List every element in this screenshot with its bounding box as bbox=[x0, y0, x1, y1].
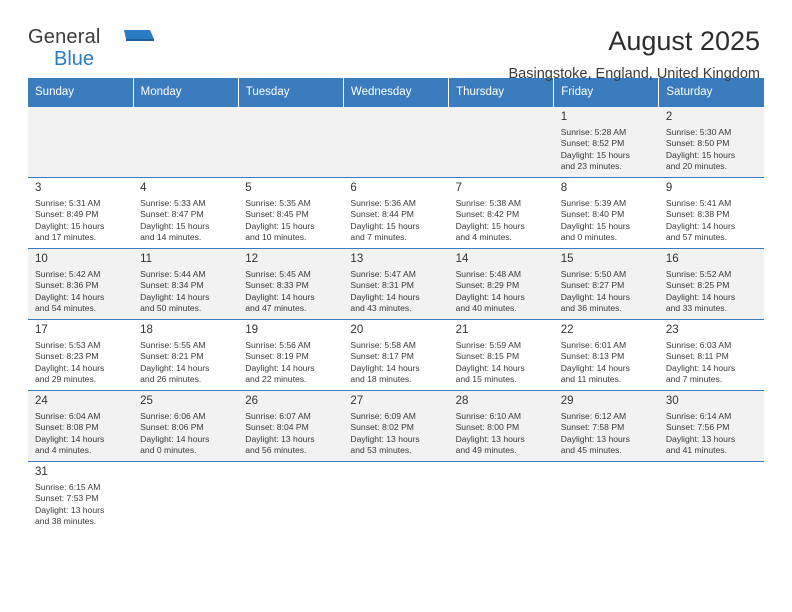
day-info-line: Sunrise: 5:41 AM bbox=[665, 198, 732, 208]
day-number: 14 bbox=[455, 253, 469, 265]
day-sun-info bbox=[561, 127, 653, 173]
calendar-day-cell[interactable] bbox=[554, 391, 659, 462]
calendar-day-cell[interactable] bbox=[659, 391, 764, 462]
day-sun-info bbox=[140, 269, 232, 315]
day-info-line: Sunset: 8:04 PM bbox=[245, 422, 309, 433]
calendar-day-cell[interactable] bbox=[343, 249, 448, 320]
day-number: 6 bbox=[350, 182, 357, 194]
calendar-week-row bbox=[28, 107, 764, 178]
day-info-line: Sunrise: 6:03 AM bbox=[665, 340, 732, 350]
day-cell-content bbox=[449, 249, 554, 319]
day-cell-content bbox=[133, 249, 238, 319]
day-info-line: Sunset: 7:58 PM bbox=[560, 422, 625, 433]
day-info-line: Sunset: 8:23 PM bbox=[35, 351, 99, 362]
day-info-line: Daylight: 15 hours bbox=[245, 220, 315, 231]
day-cell-content bbox=[28, 320, 133, 390]
calendar-day-cell[interactable] bbox=[343, 320, 448, 391]
day-number: 15 bbox=[560, 253, 574, 265]
day-info-line: Sunset: 8:40 PM bbox=[560, 209, 625, 220]
day-cell-content bbox=[238, 320, 343, 390]
day-info-line: and 53 minutes. bbox=[350, 445, 412, 456]
day-sun-info bbox=[561, 269, 653, 315]
day-info-line: Sunrise: 5:28 AM bbox=[560, 127, 627, 137]
day-number: 11 bbox=[140, 253, 153, 265]
calendar-day-cell[interactable] bbox=[133, 391, 238, 462]
day-info-line: Sunrise: 5:39 AM bbox=[560, 198, 627, 208]
calendar-day-cell[interactable] bbox=[238, 178, 343, 249]
day-info-line: and 54 minutes. bbox=[35, 303, 97, 314]
day-info-line: Sunrise: 5:59 AM bbox=[455, 340, 522, 350]
day-number: 9 bbox=[665, 182, 673, 194]
calendar-week-row bbox=[28, 320, 764, 391]
day-info-line: Daylight: 13 hours bbox=[35, 504, 105, 515]
day-info-line: Sunset: 8:45 PM bbox=[245, 209, 309, 220]
day-number: 1 bbox=[560, 111, 568, 123]
calendar-day-cell[interactable] bbox=[449, 178, 554, 249]
day-info-line: Daylight: 14 hours bbox=[35, 433, 105, 444]
day-info-line: Sunrise: 5:44 AM bbox=[140, 269, 206, 279]
day-sun-info bbox=[666, 198, 758, 244]
day-number: 10 bbox=[35, 253, 48, 265]
day-cell-content bbox=[343, 249, 448, 319]
day-info-line: Sunrise: 5:42 AM bbox=[35, 269, 101, 279]
calendar-week-row bbox=[28, 178, 764, 249]
calendar-day-cell[interactable] bbox=[28, 178, 133, 249]
day-info-line: Sunset: 7:56 PM bbox=[665, 422, 730, 433]
day-sun-info bbox=[245, 340, 337, 386]
calendar-day-cell[interactable] bbox=[659, 249, 764, 320]
day-cell-content bbox=[133, 462, 238, 532]
logo-text-general: General bbox=[28, 26, 101, 48]
day-cell-content bbox=[554, 178, 659, 248]
day-cell-content bbox=[449, 320, 554, 390]
day-number: 16 bbox=[665, 253, 679, 265]
day-info-line: and 23 minutes. bbox=[560, 161, 622, 172]
day-cell-content bbox=[449, 391, 554, 461]
day-number: 22 bbox=[560, 324, 574, 336]
day-info-line: Sunset: 8:21 PM bbox=[140, 351, 204, 362]
day-info-line: Daylight: 14 hours bbox=[665, 220, 736, 231]
day-info-line: and 15 minutes. bbox=[455, 374, 517, 385]
day-sun-info bbox=[666, 269, 758, 315]
day-info-line: Daylight: 14 hours bbox=[140, 433, 210, 444]
day-info-line: and 45 minutes. bbox=[560, 445, 622, 456]
day-cell-content bbox=[659, 391, 764, 461]
day-cell-content bbox=[449, 178, 554, 248]
calendar-empty-cell bbox=[133, 107, 238, 178]
day-info-line: Sunrise: 5:38 AM bbox=[455, 198, 522, 208]
day-info-line: Sunrise: 6:04 AM bbox=[35, 411, 101, 421]
calendar-empty-cell bbox=[554, 462, 659, 533]
weekday-header-saturday: Saturday bbox=[659, 78, 764, 107]
calendar-day-cell[interactable] bbox=[343, 178, 448, 249]
day-info-line: and 4 minutes. bbox=[35, 445, 92, 456]
day-info-line: Daylight: 15 hours bbox=[665, 149, 736, 160]
day-info-line: Daylight: 13 hours bbox=[455, 433, 525, 444]
day-info-line: and 36 minutes. bbox=[560, 303, 622, 314]
day-cell-content bbox=[449, 107, 554, 177]
day-info-line: Daylight: 14 hours bbox=[245, 291, 315, 302]
calendar-day-cell[interactable] bbox=[343, 391, 448, 462]
day-number: 12 bbox=[245, 253, 259, 265]
day-info-line: Sunset: 8:52 PM bbox=[560, 138, 625, 149]
day-info-line: Sunrise: 5:31 AM bbox=[35, 198, 101, 208]
day-info-line: Sunset: 8:33 PM bbox=[245, 280, 309, 291]
weekday-header-tuesday: Tuesday bbox=[238, 78, 343, 107]
day-info-line: Sunset: 8:25 PM bbox=[665, 280, 730, 291]
day-cell-content bbox=[343, 462, 448, 532]
calendar-day-cell[interactable] bbox=[554, 107, 659, 178]
day-cell-content bbox=[28, 178, 133, 248]
day-info-line: Sunrise: 5:53 AM bbox=[35, 340, 101, 350]
day-info-line: and 0 minutes. bbox=[560, 232, 618, 243]
day-info-line: Sunrise: 5:30 AM bbox=[665, 127, 732, 137]
page-subtitle: Basingstoke, England, United Kingdom bbox=[508, 66, 760, 82]
day-cell-content bbox=[343, 391, 448, 461]
day-cell-content bbox=[238, 462, 343, 532]
day-info-line: and 0 minutes. bbox=[140, 445, 197, 456]
day-number: 21 bbox=[455, 324, 469, 336]
day-info-line: Daylight: 13 hours bbox=[560, 433, 630, 444]
day-cell-content bbox=[343, 107, 448, 177]
calendar-body bbox=[28, 107, 764, 533]
day-sun-info bbox=[140, 411, 232, 457]
day-info-line: Sunrise: 5:48 AM bbox=[455, 269, 522, 279]
day-info-line: Daylight: 14 hours bbox=[350, 362, 420, 373]
day-number: 28 bbox=[455, 395, 469, 407]
day-number: 17 bbox=[35, 324, 48, 336]
calendar-day-cell[interactable] bbox=[28, 249, 133, 320]
day-info-line: Sunset: 8:19 PM bbox=[245, 351, 309, 362]
day-info-line: and 47 minutes. bbox=[245, 303, 307, 314]
day-info-line: Daylight: 15 hours bbox=[560, 149, 630, 160]
calendar-empty-cell bbox=[28, 107, 133, 178]
day-sun-info bbox=[245, 198, 337, 244]
day-cell-content bbox=[28, 249, 133, 319]
calendar-empty-cell bbox=[343, 107, 448, 178]
day-info-line: Sunrise: 5:50 AM bbox=[560, 269, 627, 279]
day-sun-info bbox=[666, 340, 758, 386]
day-info-line: Sunrise: 5:58 AM bbox=[350, 340, 416, 350]
day-sun-info bbox=[35, 411, 127, 457]
day-sun-info bbox=[666, 411, 758, 457]
calendar-day-cell[interactable] bbox=[554, 178, 659, 249]
day-info-line: Sunset: 8:47 PM bbox=[140, 209, 204, 220]
calendar-empty-cell bbox=[659, 462, 764, 533]
logo-text-blue: Blue bbox=[54, 48, 95, 70]
calendar-day-cell[interactable] bbox=[659, 320, 764, 391]
day-info-line: Daylight: 15 hours bbox=[140, 220, 210, 231]
day-number: 2 bbox=[665, 111, 673, 123]
flag-icon bbox=[124, 28, 154, 48]
day-number: 18 bbox=[140, 324, 153, 336]
calendar-empty-cell bbox=[343, 462, 448, 533]
calendar-table bbox=[28, 78, 764, 532]
day-info-line: Sunset: 8:42 PM bbox=[455, 209, 520, 220]
calendar-day-cell[interactable] bbox=[238, 391, 343, 462]
day-sun-info bbox=[456, 269, 548, 315]
day-info-line: Sunrise: 5:52 AM bbox=[665, 269, 732, 279]
day-info-line: Sunset: 8:36 PM bbox=[35, 280, 99, 291]
day-info-line: Daylight: 14 hours bbox=[35, 362, 105, 373]
day-sun-info bbox=[456, 340, 548, 386]
calendar-week-row bbox=[28, 249, 764, 320]
title-block bbox=[158, 26, 764, 83]
day-sun-info bbox=[35, 482, 127, 528]
day-info-line: Sunset: 8:29 PM bbox=[455, 280, 520, 291]
day-info-line: Sunset: 8:00 PM bbox=[455, 422, 520, 433]
day-info-line: Daylight: 14 hours bbox=[560, 362, 630, 373]
day-info-line: and 18 minutes. bbox=[350, 374, 412, 385]
calendar-empty-cell bbox=[449, 107, 554, 178]
day-info-line: and 10 minutes. bbox=[245, 232, 307, 243]
calendar-day-cell[interactable] bbox=[659, 178, 764, 249]
weekday-header-friday: Friday bbox=[554, 78, 659, 107]
day-info-line: Daylight: 14 hours bbox=[35, 291, 105, 302]
day-info-line: Sunset: 7:53 PM bbox=[35, 493, 99, 504]
day-info-line: Sunset: 8:02 PM bbox=[350, 422, 414, 433]
calendar-day-cell[interactable] bbox=[28, 462, 133, 533]
day-number: 29 bbox=[560, 395, 574, 407]
page-header bbox=[28, 0, 764, 82]
day-info-line: and 50 minutes. bbox=[140, 303, 202, 314]
day-cell-content bbox=[238, 178, 343, 248]
day-info-line: Sunrise: 5:47 AM bbox=[350, 269, 416, 279]
day-info-line: Sunset: 8:06 PM bbox=[140, 422, 204, 433]
day-number: 30 bbox=[665, 395, 679, 407]
day-info-line: Daylight: 15 hours bbox=[455, 220, 525, 231]
day-cell-content bbox=[238, 391, 343, 461]
day-cell-content bbox=[659, 178, 764, 248]
day-info-line: Sunrise: 6:01 AM bbox=[560, 340, 627, 350]
day-cell-content bbox=[659, 462, 764, 532]
day-info-line: and 57 minutes. bbox=[665, 232, 727, 243]
day-number: 3 bbox=[35, 182, 42, 194]
day-info-line: and 20 minutes. bbox=[665, 161, 727, 172]
day-info-line: Daylight: 14 hours bbox=[140, 291, 210, 302]
day-cell-content bbox=[343, 320, 448, 390]
day-info-line: and 7 minutes. bbox=[665, 374, 723, 385]
day-info-line: and 38 minutes. bbox=[35, 516, 97, 527]
calendar-day-cell[interactable] bbox=[449, 391, 554, 462]
day-info-line: Sunrise: 5:35 AM bbox=[245, 198, 311, 208]
day-info-line: Sunrise: 6:14 AM bbox=[665, 411, 732, 421]
day-info-line: Sunset: 8:38 PM bbox=[665, 209, 730, 220]
day-info-line: Sunrise: 6:09 AM bbox=[350, 411, 416, 421]
day-cell-content bbox=[554, 320, 659, 390]
day-info-line: Sunrise: 5:55 AM bbox=[140, 340, 206, 350]
day-cell-content bbox=[449, 462, 554, 532]
day-cell-content bbox=[659, 249, 764, 319]
day-cell-content bbox=[554, 391, 659, 461]
calendar-day-cell[interactable] bbox=[133, 320, 238, 391]
day-sun-info bbox=[245, 411, 337, 457]
day-cell-content bbox=[28, 107, 133, 177]
day-sun-info bbox=[561, 340, 653, 386]
day-info-line: and 33 minutes. bbox=[665, 303, 727, 314]
day-info-line: and 40 minutes. bbox=[455, 303, 517, 314]
day-number: 20 bbox=[350, 324, 364, 336]
day-cell-content bbox=[554, 107, 659, 177]
day-info-line: and 43 minutes. bbox=[350, 303, 412, 314]
day-cell-content bbox=[238, 249, 343, 319]
general-blue-logo[interactable] bbox=[28, 26, 158, 76]
day-sun-info bbox=[350, 340, 442, 386]
day-info-line: Daylight: 14 hours bbox=[350, 291, 420, 302]
day-info-line: Sunset: 8:49 PM bbox=[35, 209, 99, 220]
day-sun-info bbox=[666, 127, 758, 173]
day-info-line: Sunrise: 5:33 AM bbox=[140, 198, 206, 208]
day-sun-info bbox=[245, 269, 337, 315]
day-sun-info bbox=[561, 411, 653, 457]
day-info-line: Sunrise: 6:10 AM bbox=[455, 411, 522, 421]
day-info-line: Sunrise: 6:06 AM bbox=[140, 411, 206, 421]
day-sun-info bbox=[140, 340, 232, 386]
day-sun-info bbox=[35, 340, 127, 386]
day-cell-content bbox=[133, 391, 238, 461]
day-cell-content bbox=[554, 462, 659, 532]
day-info-line: and 56 minutes. bbox=[245, 445, 307, 456]
calendar-day-cell[interactable] bbox=[238, 320, 343, 391]
day-info-line: and 11 minutes. bbox=[560, 374, 622, 385]
day-info-line: Daylight: 13 hours bbox=[245, 433, 315, 444]
calendar-day-cell[interactable] bbox=[554, 320, 659, 391]
day-info-line: and 14 minutes. bbox=[140, 232, 202, 243]
day-info-line: Sunset: 8:11 PM bbox=[665, 351, 729, 362]
calendar-empty-cell bbox=[238, 107, 343, 178]
day-cell-content bbox=[133, 320, 238, 390]
day-info-line: Sunset: 8:34 PM bbox=[140, 280, 204, 291]
weekday-header-wednesday: Wednesday bbox=[343, 78, 448, 107]
day-sun-info bbox=[456, 198, 548, 244]
day-info-line: and 17 minutes. bbox=[35, 232, 97, 243]
calendar-day-cell[interactable] bbox=[28, 391, 133, 462]
calendar-week-row bbox=[28, 462, 764, 533]
day-sun-info bbox=[35, 269, 127, 315]
day-info-line: Sunset: 8:50 PM bbox=[665, 138, 730, 149]
day-cell-content bbox=[133, 178, 238, 248]
day-sun-info bbox=[35, 198, 127, 244]
day-cell-content bbox=[238, 107, 343, 177]
day-info-line: Sunset: 8:08 PM bbox=[35, 422, 99, 433]
day-info-line: Daylight: 14 hours bbox=[455, 362, 525, 373]
day-info-line: Sunrise: 6:07 AM bbox=[245, 411, 311, 421]
weekday-header-sunday: Sunday bbox=[28, 78, 133, 107]
day-info-line: Sunset: 8:13 PM bbox=[560, 351, 625, 362]
day-sun-info bbox=[561, 198, 653, 244]
day-number: 5 bbox=[245, 182, 252, 194]
calendar-day-cell[interactable] bbox=[238, 249, 343, 320]
day-info-line: and 49 minutes. bbox=[455, 445, 517, 456]
calendar-week-row bbox=[28, 391, 764, 462]
day-info-line: Sunset: 8:15 PM bbox=[455, 351, 520, 362]
day-info-line: Sunset: 8:31 PM bbox=[350, 280, 414, 291]
day-info-line: Sunset: 8:17 PM bbox=[350, 351, 414, 362]
day-info-line: Daylight: 15 hours bbox=[560, 220, 630, 231]
calendar-day-cell[interactable] bbox=[659, 107, 764, 178]
day-info-line: Sunrise: 6:12 AM bbox=[560, 411, 627, 421]
day-sun-info bbox=[456, 411, 548, 457]
day-cell-content bbox=[343, 178, 448, 248]
calendar-day-cell[interactable] bbox=[554, 249, 659, 320]
day-cell-content bbox=[659, 320, 764, 390]
calendar-day-cell[interactable] bbox=[449, 249, 554, 320]
day-info-line: Daylight: 14 hours bbox=[665, 291, 736, 302]
day-info-line: Daylight: 14 hours bbox=[560, 291, 630, 302]
day-number: 25 bbox=[140, 395, 153, 407]
page-title: August 2025 bbox=[608, 26, 760, 56]
day-info-line: Daylight: 14 hours bbox=[140, 362, 210, 373]
day-info-line: Sunrise: 5:45 AM bbox=[245, 269, 311, 279]
day-sun-info bbox=[140, 198, 232, 244]
day-number: 19 bbox=[245, 324, 259, 336]
day-info-line: and 22 minutes. bbox=[245, 374, 307, 385]
calendar-day-cell[interactable] bbox=[133, 249, 238, 320]
day-info-line: and 26 minutes. bbox=[140, 374, 202, 385]
day-info-line: and 29 minutes. bbox=[35, 374, 97, 385]
day-sun-info bbox=[350, 269, 442, 315]
day-cell-content bbox=[133, 107, 238, 177]
day-cell-content bbox=[28, 462, 133, 532]
day-info-line: Daylight: 15 hours bbox=[350, 220, 420, 231]
calendar-day-cell[interactable] bbox=[133, 178, 238, 249]
day-info-line: and 7 minutes. bbox=[350, 232, 407, 243]
day-info-line: Daylight: 14 hours bbox=[245, 362, 315, 373]
day-number: 4 bbox=[140, 182, 147, 194]
calendar-empty-cell bbox=[238, 462, 343, 533]
day-info-line: Daylight: 14 hours bbox=[665, 362, 736, 373]
day-info-line: Sunrise: 5:56 AM bbox=[245, 340, 311, 350]
weekday-header-monday: Monday bbox=[133, 78, 238, 107]
day-number: 8 bbox=[560, 182, 568, 194]
calendar-day-cell[interactable] bbox=[28, 320, 133, 391]
day-cell-content bbox=[659, 107, 764, 177]
day-number: 27 bbox=[350, 395, 364, 407]
day-number: 13 bbox=[350, 253, 364, 265]
day-info-line: Sunrise: 5:36 AM bbox=[350, 198, 416, 208]
day-number: 24 bbox=[35, 395, 48, 407]
day-number: 23 bbox=[665, 324, 679, 336]
weekday-header-thursday: Thursday bbox=[449, 78, 554, 107]
calendar-empty-cell bbox=[449, 462, 554, 533]
day-sun-info bbox=[350, 198, 442, 244]
day-cell-content bbox=[28, 391, 133, 461]
day-info-line: Sunset: 8:27 PM bbox=[560, 280, 625, 291]
day-info-line: Daylight: 13 hours bbox=[350, 433, 420, 444]
day-number: 26 bbox=[245, 395, 259, 407]
day-info-line: Sunrise: 6:15 AM bbox=[35, 482, 101, 492]
day-info-line: and 4 minutes. bbox=[455, 232, 512, 243]
day-number: 31 bbox=[35, 466, 48, 478]
day-sun-info bbox=[350, 411, 442, 457]
day-info-line: Daylight: 14 hours bbox=[455, 291, 525, 302]
day-cell-content bbox=[554, 249, 659, 319]
day-number: 7 bbox=[455, 182, 462, 194]
day-info-line: Daylight: 15 hours bbox=[35, 220, 105, 231]
day-info-line: Daylight: 13 hours bbox=[665, 433, 736, 444]
calendar-empty-cell bbox=[133, 462, 238, 533]
day-info-line: Sunset: 8:44 PM bbox=[350, 209, 414, 220]
day-info-line: and 41 minutes. bbox=[665, 445, 727, 456]
calendar-day-cell[interactable] bbox=[449, 320, 554, 391]
